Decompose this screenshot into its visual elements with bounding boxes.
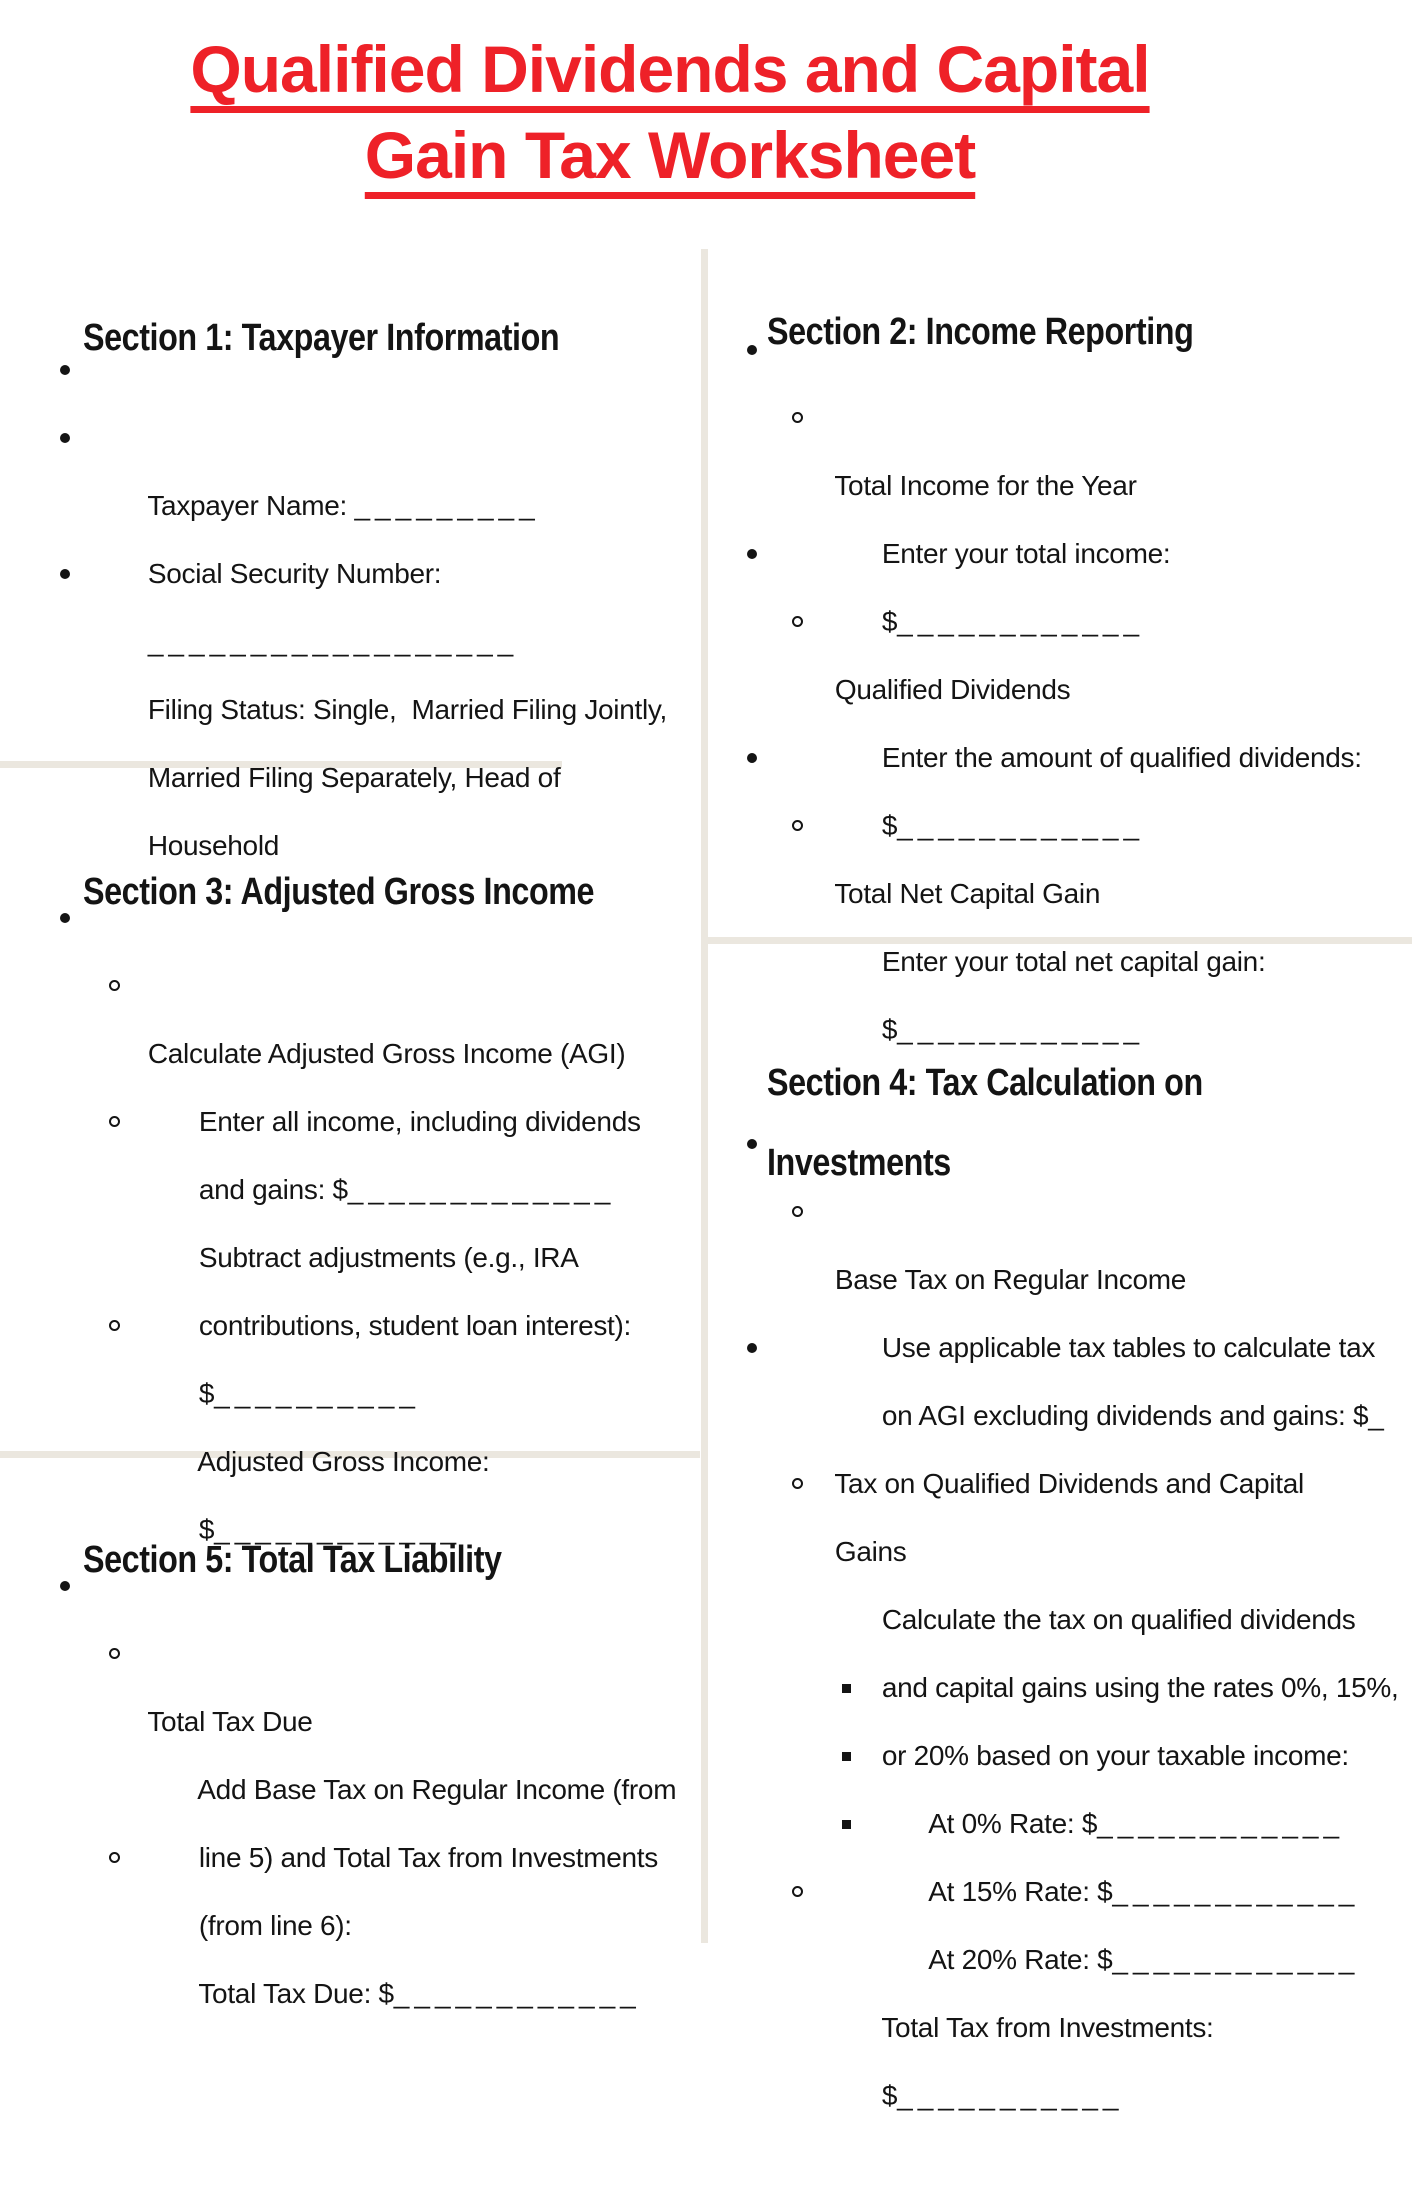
worksheet-line-text: Subtract adjustments (e.g., IRA: [198, 1242, 579, 1273]
worksheet-line-text: Taxpayer Name: _ _ _ _ _ _ _ _ _: [147, 490, 535, 521]
worksheet-line-text: Use applicable tax tables to calculate tax: [881, 1332, 1376, 1363]
worksheet-line-text: Total Net Capital Gain: [834, 878, 1101, 909]
section-4-list: [727, 1110, 1414, 2111]
page-title-line-1: Qualified Dividends and Capital: [190, 32, 1150, 106]
worksheet-line-text: line 5) and Total Tax from Investments: [198, 1842, 658, 1873]
worksheet-line: [727, 1110, 1414, 1295]
worksheet-line-text: Filing Status: Single, Married Filing Jointly,: [147, 694, 667, 725]
bullet-icon: [60, 913, 70, 923]
worksheet-line-text: _ _ _ _ _ _ _ _ _ _ _ _ _ _ _ _ _ _: [147, 626, 513, 657]
bullet-icon: [109, 980, 120, 991]
bullet-icon: [792, 820, 803, 831]
bullet-icon: [747, 549, 757, 559]
bullet-icon: [109, 1320, 120, 1331]
worksheet-line-text: Add Base Tax on Regular Income (from: [197, 1774, 677, 1805]
section-4-heading: Section 4: Tax Calculation on: [767, 1062, 1204, 1104]
section-1-heading: Section 1: Taxpayer Information: [83, 317, 560, 359]
worksheet-line: [43, 884, 683, 1069]
section-3-heading: Section 3: Adjusted Gross Income: [83, 871, 595, 913]
bullet-icon: [842, 1684, 851, 1693]
bullet-icon: [792, 616, 803, 627]
worksheet-line-text: Enter your total net capital gain:: [881, 946, 1266, 977]
worksheet-line-text: Total Tax from Investments:: [881, 2012, 1214, 2043]
bullet-icon: [747, 753, 757, 763]
section-5-list: [43, 1552, 683, 2009]
worksheet-line-text: Tax on Qualified Dividends and Capital: [834, 1468, 1304, 1499]
worksheet-line: [727, 724, 1414, 909]
worksheet-line-text: or 20% based on your taxable income:: [881, 1740, 1349, 1771]
page-title-line-2: Gain Tax Worksheet: [364, 118, 976, 192]
worksheet-line-text: $_ _ _ _ _ _ _ _ _ _ _ _: [198, 1514, 456, 1545]
bullet-icon: [792, 1206, 803, 1217]
worksheet-line-text: Gains: [834, 1536, 907, 1567]
worksheet-line-text: on AGI excluding dividends and gains: $_: [881, 1400, 1384, 1431]
section-3-list: [43, 884, 683, 1545]
bullet-icon: [109, 1116, 120, 1127]
worksheet-line-text: Married Filing Separately, Head of: [147, 762, 561, 793]
worksheet-line-text: Enter the amount of qualified dividends:: [881, 742, 1362, 773]
worksheet-line: [727, 316, 1414, 501]
bullet-icon: [792, 1886, 803, 1897]
divider-vertical-columns: [701, 249, 708, 1943]
bullet-icon: [792, 1478, 803, 1489]
worksheet-line-text: Adjusted Gross Income:: [197, 1446, 490, 1477]
worksheet-line-text: Qualified Dividends: [834, 674, 1071, 705]
bullet-icon: [60, 1581, 70, 1591]
worksheet-line-text: $_ _ _ _ _ _ _ _ _ _ _ _: [881, 1014, 1139, 1045]
page-title: [40, 26, 1300, 198]
worksheet-line-text: (from line 6):: [198, 1910, 352, 1941]
worksheet-line-text: and capital gains using the rates 0%, 15%,: [881, 1672, 1399, 1703]
bullet-icon: [60, 569, 70, 579]
bullet-icon: [842, 1752, 851, 1761]
worksheet-line-text: Total Tax Due: [147, 1706, 313, 1737]
worksheet-line-text: At 0% Rate: $_ _ _ _ _ _ _ _ _ _ _ _: [928, 1808, 1339, 1839]
section-5-heading: Section 5: Total Tax Liability: [83, 1539, 502, 1581]
bullet-icon: [747, 1139, 757, 1149]
worksheet-line-text: Calculate the tax on qualified dividends: [881, 1604, 1356, 1635]
worksheet-line-text: contributions, student loan interest):: [198, 1310, 632, 1341]
worksheet-line: [43, 336, 683, 521]
section-4-heading-line-2: Investments: [767, 1142, 952, 1184]
worksheet-line-text: $_ _ _ _ _ _ _ _ _ _: [198, 1378, 415, 1409]
worksheet-line: [727, 520, 1414, 705]
worksheet-line-text: $_ _ _ _ _ _ _ _ _ _ _: [881, 2080, 1119, 2111]
worksheet-line-text: Total Income for the Year: [834, 470, 1137, 501]
worksheet-line: [727, 792, 1414, 977]
worksheet-line: [43, 1552, 683, 1737]
section-2-list: [727, 316, 1414, 1045]
section-2-heading: Section 2: Income Reporting: [767, 311, 1194, 353]
worksheet-line-text: At 20% Rate: $_ _ _ _ _ _ _ _ _ _ _ _: [928, 1944, 1355, 1975]
worksheet-line-text: and gains: $_ _ _ _ _ _ _ _ _ _ _ _ _: [198, 1174, 611, 1205]
worksheet-line-text: Enter your total income:: [881, 538, 1171, 569]
worksheet-line-text: Total Tax Due: $_ _ _ _ _ _ _ _ _ _ _ _: [198, 1978, 636, 2009]
worksheet-line: [43, 540, 683, 725]
worksheet-line-text: Household: [147, 830, 280, 861]
bullet-icon: [109, 1852, 120, 1863]
worksheet-line-text: Enter all income, including dividends: [198, 1106, 641, 1137]
bullet-icon: [747, 1343, 757, 1353]
worksheet-line-text: $_ _ _ _ _ _ _ _ _ _ _ _: [881, 606, 1139, 637]
bullet-icon: [842, 1820, 851, 1829]
worksheet-line: [727, 588, 1414, 773]
worksheet-line: [43, 1292, 683, 1477]
section-1-list: [43, 336, 683, 861]
bullet-icon: [792, 412, 803, 423]
worksheet-line-text: Social Security Number:: [147, 558, 442, 589]
worksheet-line-text: $_ _ _ _ _ _ _ _ _ _ _ _: [881, 810, 1139, 841]
worksheet-line-text: Calculate Adjusted Gross Income (AGI): [147, 1038, 626, 1069]
bullet-icon: [60, 433, 70, 443]
bullet-icon: [747, 345, 757, 355]
bullet-icon: [109, 1648, 120, 1659]
worksheet-line-text: Base Tax on Regular Income: [834, 1264, 1187, 1295]
bullet-icon: [60, 365, 70, 375]
worksheet-line-text: At 15% Rate: $_ _ _ _ _ _ _ _ _ _ _ _: [928, 1876, 1355, 1907]
